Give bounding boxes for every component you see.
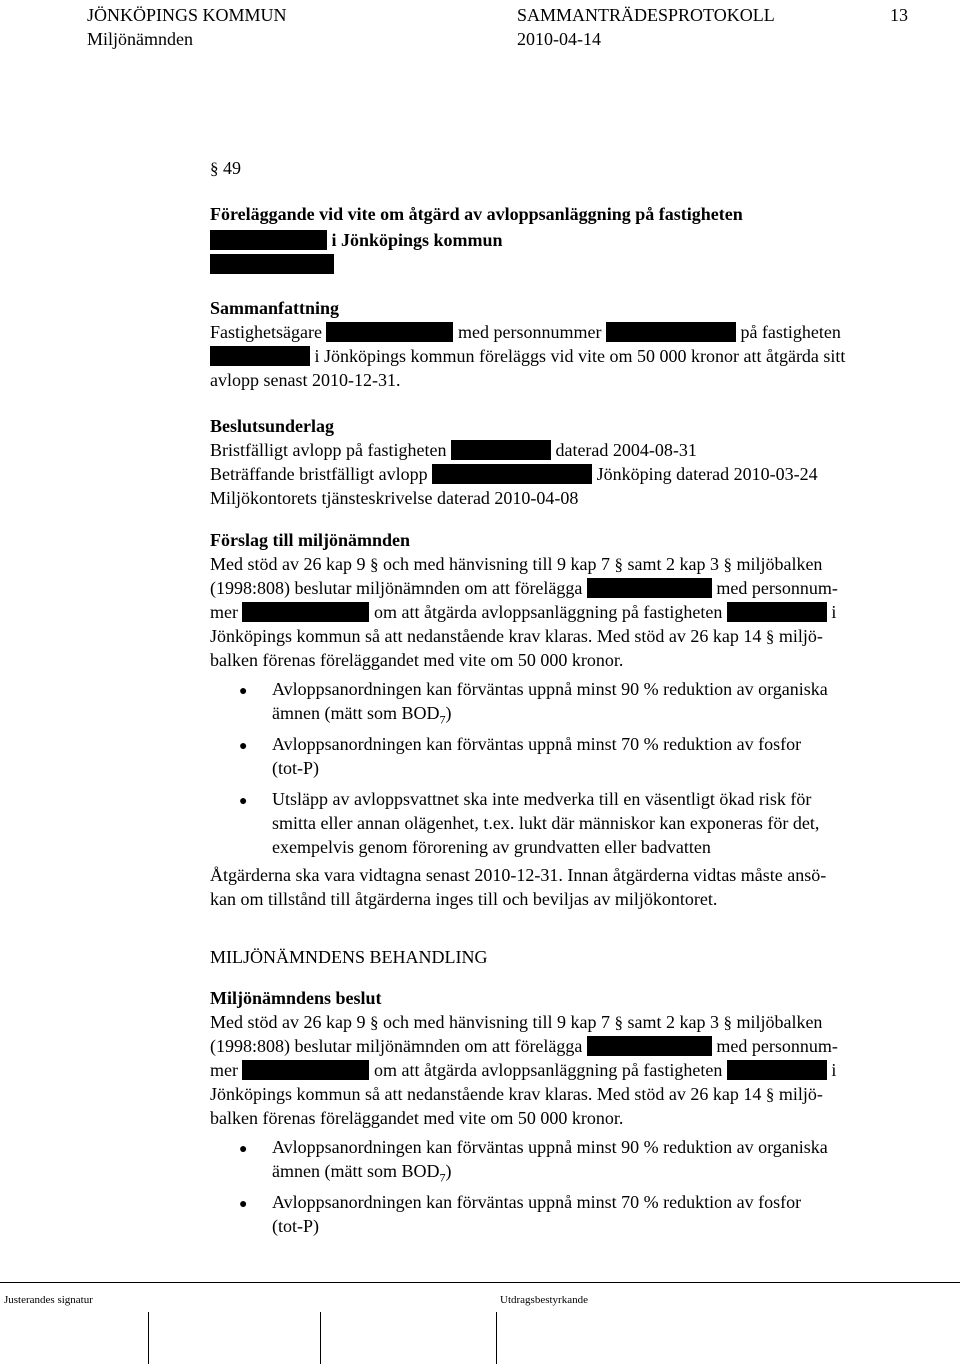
list-item: Avloppsanordningen kan förväntas uppnå minst 70 % reduktion av fosfor [272, 1192, 802, 1212]
decision-line-4 [210, 1083, 823, 1107]
basis-text: daterad 2004-08-31 [550, 440, 697, 460]
footer-rule [0, 1282, 960, 1283]
proposal-line-1 [210, 553, 822, 577]
decision-line-2 [210, 1035, 838, 1059]
proposal-text: samt 2 kap 3 [622, 554, 719, 574]
section-number [210, 157, 241, 181]
redaction-box [451, 440, 551, 460]
proposal-line-4 [210, 625, 823, 649]
summary-heading: Sammanfattning [210, 298, 340, 318]
title-line-2 [210, 229, 503, 253]
basis-line-1 [210, 439, 697, 463]
list-item-text: ämnen (mätt som BOD [272, 703, 440, 723]
proposal-text: miljöbalken [731, 554, 823, 574]
proposal-heading: Förslag till miljönämnden [210, 530, 411, 550]
proposal-text: Med stöd av 26 kap 9 [210, 554, 366, 574]
redaction-box [606, 322, 736, 342]
header-doc-type: SAMMANTRÄDESPROTOKOLL [517, 5, 775, 25]
section-number-value: 49 [223, 158, 241, 178]
list-item: smitta eller annan olägenhet, t.ex. lukt där människor kan exponeras för det, [272, 813, 820, 833]
proposal-text: med personnum- [711, 578, 838, 598]
list-item-text: ) [445, 703, 452, 723]
title-line-1: Föreläggande vid vite om åtgärd av avloppsanläggning på fastigheten [210, 204, 743, 224]
list-item-text: ) [445, 1161, 452, 1181]
proposal-text: mer [210, 602, 238, 622]
signature-divider [320, 1312, 321, 1364]
list-item: Utsläpp av avloppsvattnet ska inte medverka till en väsentligt ökad risk för [272, 789, 812, 809]
list-item: (tot-P) [272, 758, 319, 778]
section-symbol: § [765, 627, 775, 646]
redaction-box [727, 602, 827, 622]
summary-text: på fastigheten [735, 322, 841, 342]
section-symbol: § [614, 555, 623, 574]
basis-text: Bristfälligt avlopp på fastigheten [210, 440, 447, 460]
redaction-box [210, 254, 334, 274]
basis-heading: Beslutsunderlag [210, 416, 335, 436]
proposal-text: (1998:808) beslutar miljönämnden om att förelägga [210, 578, 583, 598]
header-org: JÖNKÖPINGS KOMMUN [87, 5, 287, 25]
header-committee: Miljönämnden [87, 29, 193, 49]
decision-text: Jönköpings kommun så att nedanstående krav klaras. Med stöd av 26 kap 14 [210, 1084, 762, 1104]
header-page-number: 13 [890, 5, 908, 25]
footer-signature-label: Justerandes signatur [4, 1294, 93, 1306]
redaction-box [242, 1060, 369, 1080]
list-item: (tot-P) [272, 1216, 319, 1236]
list-item [272, 1160, 451, 1190]
proposal-line-3 [210, 601, 836, 625]
subscript: 7 [439, 712, 446, 727]
treatment-heading: MILJÖNÄMNDENS BEHANDLING [210, 947, 488, 967]
decision-text: om att åtgärda avloppsanläggning på fastigheten [369, 1060, 723, 1080]
summary-line-2 [210, 345, 845, 369]
list-item: exempelvis genom förorening av grundvatten eller badvatten [272, 837, 711, 857]
summary-line-1 [210, 321, 841, 345]
bullet-icon: ● [239, 1142, 248, 1157]
basis-text: Beträffande bristfälligt avlopp [210, 464, 428, 484]
redaction-box [587, 1036, 712, 1056]
redaction-box [210, 346, 310, 366]
decision-heading: Miljönämndens beslut [210, 988, 382, 1008]
redaction-box [727, 1060, 827, 1080]
header-date: 2010-04-14 [517, 29, 601, 49]
decision-text: mer [210, 1060, 238, 1080]
proposal-text: miljö- [774, 626, 823, 646]
list-item: Avloppsanordningen kan förväntas uppnå minst 70 % reduktion av fosfor [272, 734, 802, 754]
title-line-2-text: i Jönköpings kommun [327, 230, 503, 250]
list-item-text: ämnen (mätt som BOD [272, 1161, 440, 1181]
section-symbol: § [369, 1013, 379, 1032]
section-symbol: § [210, 159, 219, 178]
bullet-icon: ● [239, 739, 248, 754]
redaction-box [587, 578, 712, 598]
proposal-text: i [826, 602, 837, 622]
redaction-box [326, 322, 453, 342]
decision-text: miljö- [774, 1084, 823, 1104]
proposal-line-2 [210, 577, 838, 601]
closing-line-1: Åtgärderna ska vara vidtagna senast 2010-12-31. Innan åtgärderna vidtas måste ansö- [210, 865, 827, 885]
proposal-line-5: balken förenas föreläggandet med vite om 50 000 kronor. [210, 650, 624, 670]
closing-line-2: kan om tillstånd till åtgärderna inges till och beviljas av miljökontoret. [210, 889, 718, 909]
basis-text: Jönköping daterad 2010-03-24 [592, 464, 818, 484]
summary-text: med personnummer [453, 322, 602, 342]
decision-line-3 [210, 1059, 836, 1083]
bullet-icon: ● [239, 794, 248, 809]
footer-extract-label: Utdragsbestyrkande [500, 1294, 588, 1306]
list-item: Avloppsanordningen kan förväntas uppnå minst 90 % reduktion av organiska [272, 679, 828, 699]
decision-text: och med hänvisning till 9 kap 7 [378, 1012, 610, 1032]
basis-line-2 [210, 463, 818, 487]
decision-line-1 [210, 1011, 822, 1035]
signature-divider [148, 1312, 149, 1364]
decision-text: samt 2 kap 3 [622, 1012, 719, 1032]
subscript: 7 [439, 1170, 446, 1185]
redaction-box [432, 464, 592, 484]
proposal-text: och med hänvisning till 9 kap 7 [378, 554, 610, 574]
list-item [272, 702, 451, 732]
summary-text: i Jönköpings kommun föreläggs vid vite om 50 000 kronor att åtgärda sitt [310, 346, 846, 366]
decision-text: (1998:808) beslutar miljönämnden om att förelägga [210, 1036, 583, 1056]
summary-line-3: avlopp senast 2010-12-31. [210, 370, 401, 390]
bullet-icon: ● [239, 684, 248, 699]
signature-divider [496, 1312, 497, 1364]
redaction-box [242, 602, 369, 622]
proposal-text: om att åtgärda avloppsanläggning på fastigheten [369, 602, 723, 622]
bullet-icon: ● [239, 1197, 248, 1212]
decision-text: i [826, 1060, 837, 1080]
summary-text: Fastighetsägare [210, 322, 322, 342]
section-symbol: § [723, 1013, 732, 1032]
list-item: Avloppsanordningen kan förväntas uppnå minst 90 % reduktion av organiska [272, 1137, 828, 1157]
basis-line-3: Miljökontorets tjänsteskrivelse daterad 2010-04-08 [210, 488, 579, 508]
section-symbol: § [369, 555, 379, 574]
section-symbol: § [614, 1013, 623, 1032]
decision-text: med personnum- [711, 1036, 838, 1056]
proposal-text: Jönköpings kommun så att nedanstående krav klaras. Med stöd av 26 kap 14 [210, 626, 762, 646]
redaction-box [210, 230, 327, 250]
section-symbol: § [765, 1085, 775, 1104]
section-symbol: § [723, 555, 732, 574]
decision-line-5: balken förenas föreläggandet med vite om 50 000 kronor. [210, 1108, 624, 1128]
decision-text: miljöbalken [731, 1012, 823, 1032]
decision-text: Med stöd av 26 kap 9 [210, 1012, 366, 1032]
